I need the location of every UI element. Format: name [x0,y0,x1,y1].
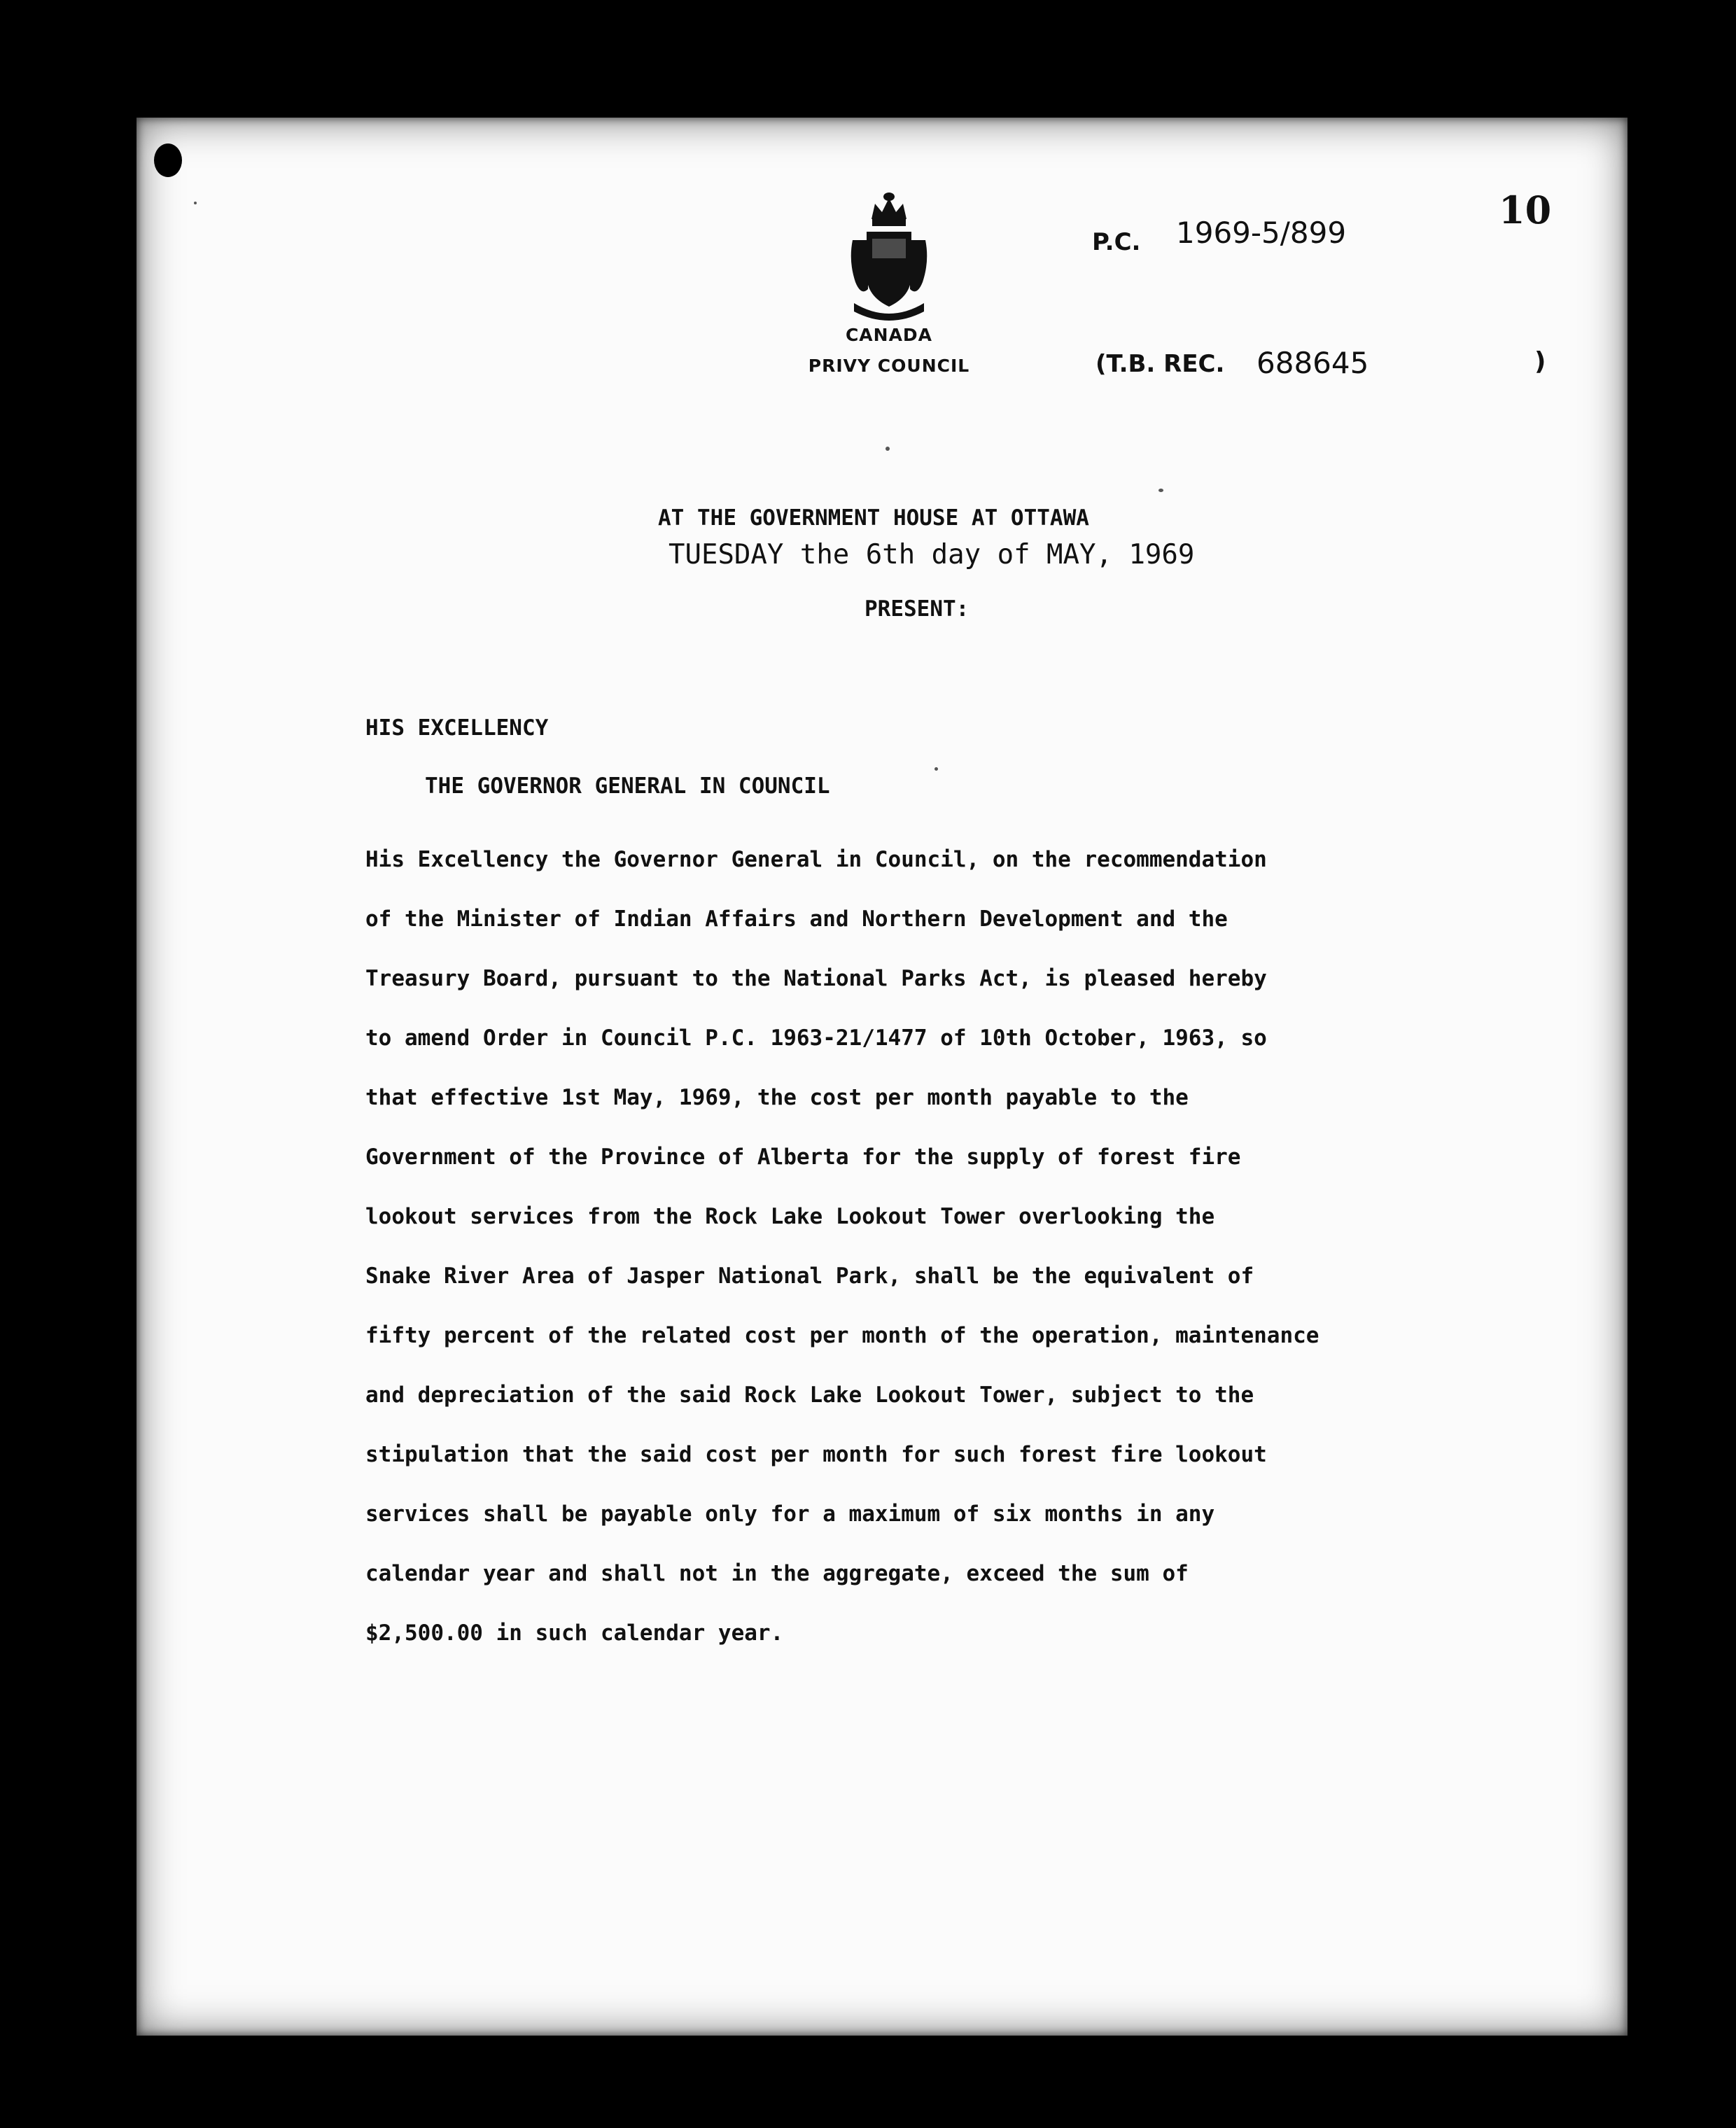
body-line: and depreciation of the said Rock Lake Lookout Tower, subject to the [365,1382,1254,1408]
date-heading: TUESDAY the 6th day of MAY, 1969 [668,539,1195,570]
body-line: Snake River Area of Jasper National Park, shall be the equivalent of [365,1264,1254,1289]
present-heading: PRESENT: [864,596,969,622]
scan-speck [934,767,938,771]
address-line-2: THE GOVERNOR GENERAL IN COUNCIL [425,774,830,799]
body-line: Treasury Board, pursuant to the National Parks Act, is pleased hereby [365,966,1267,991]
order-body [365,830,1485,1663]
body-line: Government of the Province of Alberta for the supply of forest fire [365,1144,1241,1170]
body-line: stipulation that the said cost per month for such forest fire lookout [365,1442,1267,1467]
body-line: that effective 1st May, 1969, the cost per month payable to the [365,1085,1189,1110]
body-line: to amend Order in Council P.C. 1963-21/1477 of 10th October, 1963, so [365,1026,1267,1051]
coat-of-arms-icon [847,191,931,324]
scan-speck [1158,489,1163,492]
scan-speck [886,447,890,451]
body-line: services shall be payable only for a maximum of six months in any [365,1502,1215,1527]
tb-rec-number: 688645 [1256,346,1369,380]
body-line: fifty percent of the related cost per month of the operation, maintenance [365,1323,1320,1348]
tb-rec-label: (T.B. REC. [1096,350,1225,378]
body-line: His Excellency the Governor General in Council, on the recommendation [365,847,1267,872]
document-page [136,118,1628,2036]
address-line-1: HIS EXCELLENCY [365,715,549,741]
page-number: 10 [1499,188,1552,232]
scan-speck [194,202,197,204]
body-line: calendar year and shall not in the aggregate, exceed the sum of [365,1561,1189,1586]
tb-rec-close: ) [1534,347,1546,376]
pc-number: 1969-5/899 [1176,216,1347,250]
punch-hole [154,144,182,177]
place-heading: AT THE GOVERNMENT HOUSE AT OTTAWA [658,505,1089,531]
crest-label: CANADA [845,325,933,345]
body-line: of the Minister of Indian Affairs and Northern Development and the [365,906,1228,932]
body-line: $2,500.00 in such calendar year. [365,1620,784,1646]
body-line: lookout services from the Rock Lake Lookout Tower overlooking the [365,1204,1215,1229]
pc-label: P.C. [1092,228,1141,256]
council-label: PRIVY COUNCIL [808,356,970,376]
